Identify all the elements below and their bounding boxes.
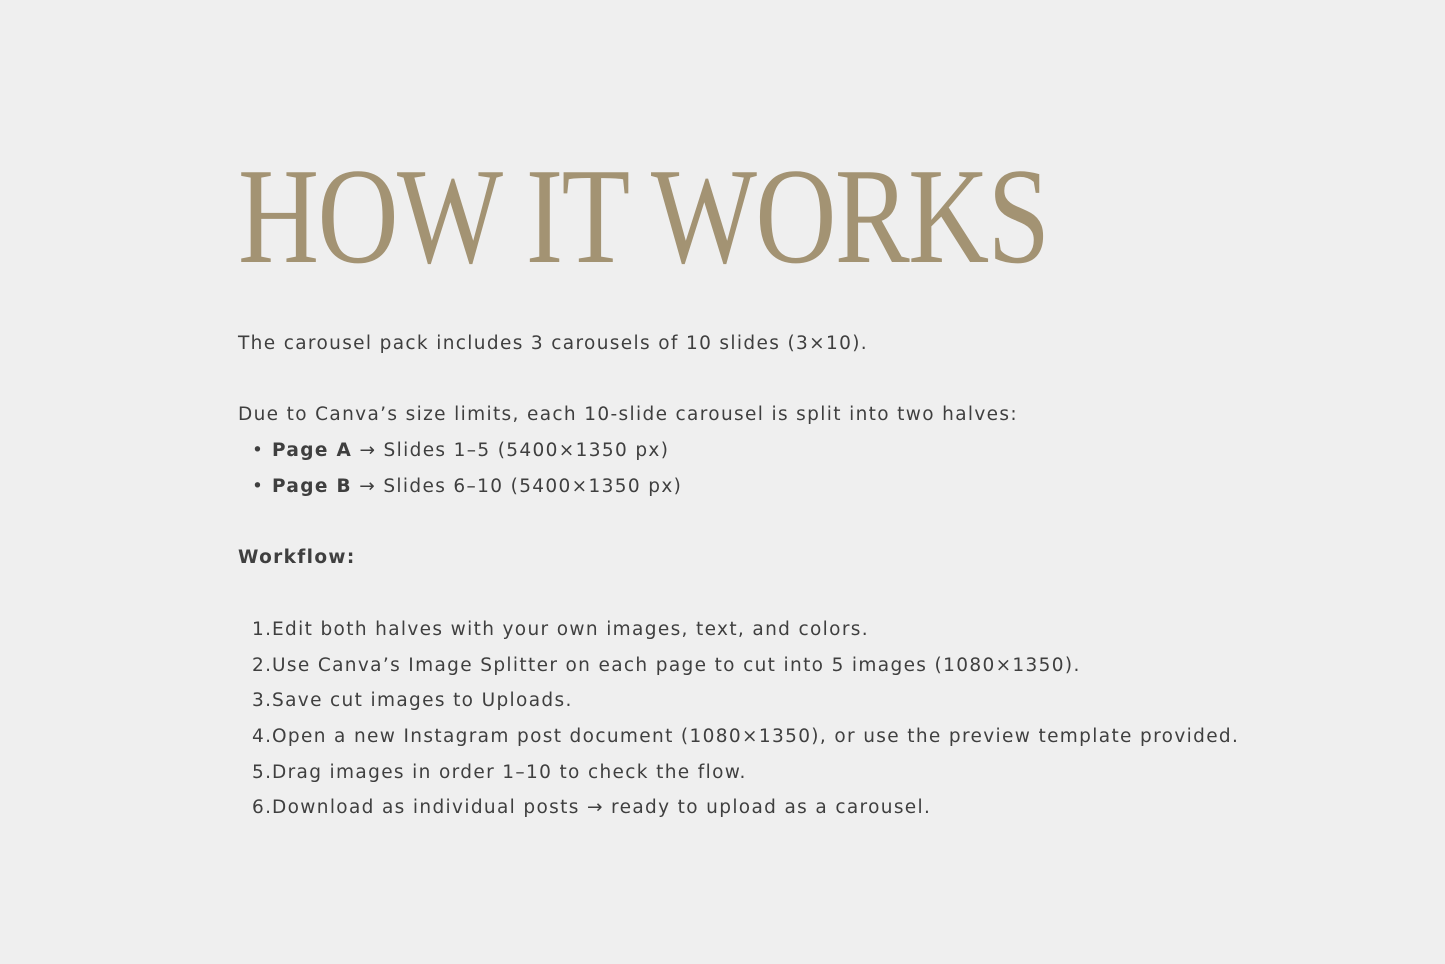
page-b-label: Page B [272,476,352,497]
step-text: Use Canva’s Image Splitter on each page to cut into 5 images (1080×1350). [272,655,1081,676]
step-text: Save cut images to Uploads. [272,690,573,711]
step-number: 5. [252,762,273,783]
step-number: 3. [252,690,273,711]
bullet-item-page-b [252,475,682,499]
step-number: 4. [252,726,273,747]
bullet-dot-icon: • [252,476,265,497]
intro-paragraph: The carousel pack includes 3 carousels of 10 slides (3×10). [238,333,869,354]
workflow-step [252,689,573,713]
step-number: 2. [252,655,273,676]
bullet-dot-icon: • [252,440,265,461]
step-text: Drag images in order 1–10 to check the flow. [272,762,747,783]
page-title: HOW IT WORKS [238,140,1049,292]
workflow-step [252,725,1239,749]
step-number: 1. [252,619,273,640]
page-a-label: Page A [272,440,353,461]
bullet-item-page-a [252,439,669,463]
page-b-description: Slides 6–10 (5400×1350 px) [383,476,683,497]
workflow-step [252,796,931,820]
workflow-heading: Workflow: [238,547,356,568]
step-text: Edit both halves with your own images, text, and colors. [272,619,869,640]
right-arrow-icon: → [359,476,377,497]
right-arrow-icon: → [359,440,377,461]
workflow-step [252,761,747,785]
step-text: Open a new Instagram post document (1080×1350), or use the preview template provided. [272,726,1240,747]
workflow-step [252,654,1081,678]
split-note-paragraph: Due to Canva’s size limits, each 10-slide carousel is split into two halves: [238,404,1018,425]
page-a-description: Slides 1–5 (5400×1350 px) [383,440,670,461]
workflow-step [252,618,869,642]
step-text: Download as individual posts → ready to upload as a carousel. [272,797,932,818]
step-number: 6. [252,797,273,818]
